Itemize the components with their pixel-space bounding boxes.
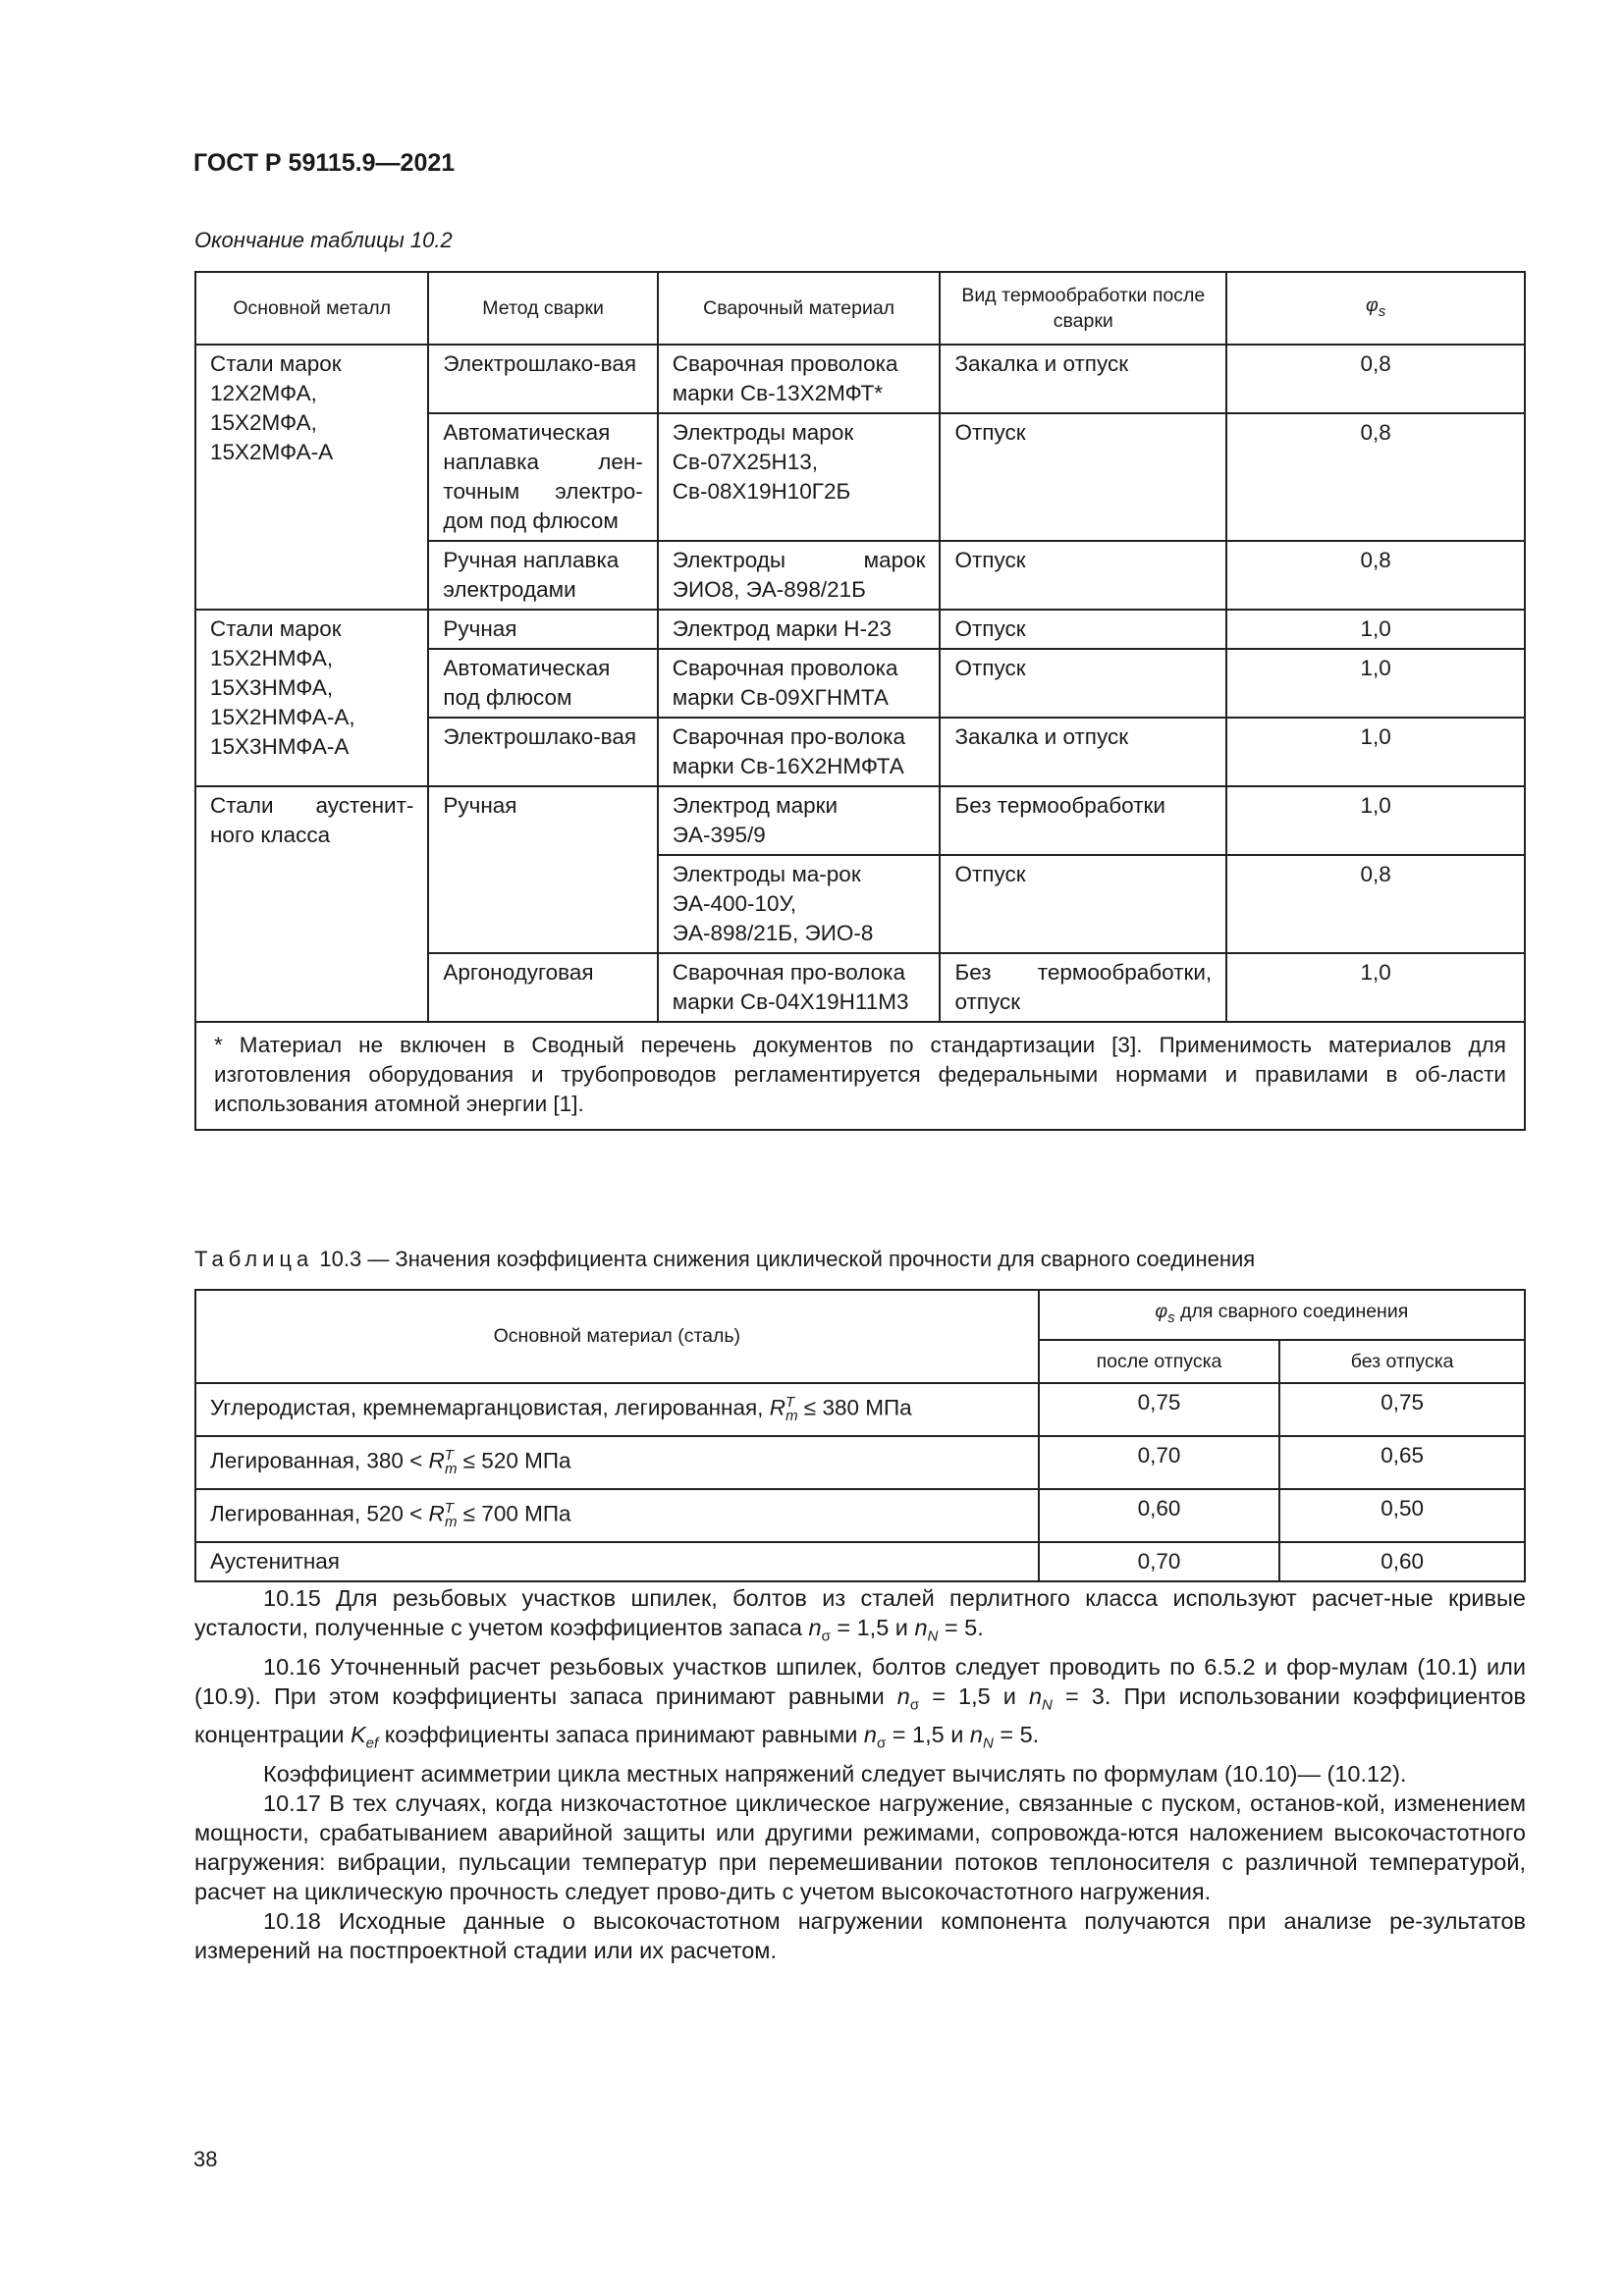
- cell-without: 0,50: [1279, 1489, 1525, 1542]
- cell-material: Сварочная проволока марки Св-13Х2МФТ*: [658, 345, 941, 413]
- body-text: [194, 1583, 1526, 1965]
- cell-treatment: Отпуск: [940, 541, 1226, 610]
- cell-metal: Стали марок 15Х2НМФА, 15Х3НМФА, 15Х2НМФА-А, 15Х3НМФА-А: [195, 610, 428, 786]
- cell-without: 0,75: [1279, 1383, 1525, 1436]
- cell-phi: 1,0: [1226, 649, 1525, 718]
- cell-material: Аустенитная: [195, 1542, 1039, 1581]
- cell-phi: 1,0: [1226, 953, 1525, 1022]
- cell-treatment: Без термообработки, отпуск: [940, 953, 1226, 1022]
- cell-material: Электроды марок Св-07Х25Н13, Св-08Х19Н10Г2Б: [658, 413, 941, 541]
- cell-phi: 0,8: [1226, 345, 1525, 413]
- table-row: [195, 610, 1525, 649]
- table-10-2-caption: Окончание таблицы 10.2: [194, 228, 453, 252]
- page-number: 38: [193, 2147, 218, 2171]
- cell-metal: Стали аустенит-ного класса: [195, 786, 428, 1022]
- cell-treatment: Без термообработки: [940, 786, 1226, 855]
- table-header-row: [195, 272, 1525, 345]
- cell-phi: 0,8: [1226, 855, 1525, 953]
- table-row: [195, 345, 1525, 413]
- cell-method: Автоматическая наплавка лен-точным электро-дом под флюсом: [428, 413, 657, 541]
- table-header-row: [195, 1290, 1525, 1340]
- cell-material: Электроды марок ЭИО8, ЭА-898/21Б: [658, 541, 941, 610]
- table-caption-text: 10.3 — Значения коэффициента снижения циклической прочности для сварного соединения: [319, 1247, 1256, 1271]
- cell-phi: 0,8: [1226, 541, 1525, 610]
- col-header-after-tempering: после отпуска: [1039, 1340, 1280, 1383]
- cell-treatment: Отпуск: [940, 855, 1226, 953]
- col-header-material: Основной материал (сталь): [195, 1290, 1039, 1383]
- cell-metal: Стали марок 12Х2МФА, 15Х2МФА, 15Х2МФА-А: [195, 345, 428, 610]
- col-header-phi-group: $\varphi_s$ для сварного соединения: [1039, 1290, 1525, 1340]
- table-row: [195, 1436, 1525, 1489]
- cell-treatment: Отпуск: [940, 413, 1226, 541]
- cell-material: Электрод марки Н-23: [658, 610, 941, 649]
- cell-phi: 0,8: [1226, 413, 1525, 541]
- cell-material: Электрод марки ЭА-395/9: [658, 786, 941, 855]
- cell-after: 0,70: [1039, 1542, 1280, 1581]
- cell-phi: 1,0: [1226, 718, 1525, 786]
- table-row: [195, 1489, 1525, 1542]
- document-code: ГОСТ Р 59115.9—2021: [193, 149, 456, 177]
- cell-material: Сварочная про-волока марки Св-04Х19Н11М3: [658, 953, 941, 1022]
- paragraph-10-18: 10.18 Исходные данные о высокочастотном нагружении компонента получаются при анализе ре-зультатов измерений на постпроектной стадии или их расчетом.: [194, 1908, 1526, 1964]
- col-header-without-tempering: без отпуска: [1279, 1340, 1525, 1383]
- paragraph-10-15: 10.15 Для резьбовых участков шпилек, болтов из сталей перлитного класса используют расчет-ные кривые усталости, полученные с учетом коэффициентов запаса $n_\sigma = 1,5$ и $n_N = 5$.: [194, 1585, 1526, 1645]
- cell-method: Электрошлако-вая: [428, 718, 657, 786]
- cell-method: Автоматическая под флюсом: [428, 649, 657, 718]
- cell-treatment: Закалка и отпуск: [940, 718, 1226, 786]
- cell-material: Электроды ма-рок ЭА-400-10У, ЭА-898/21Б, ЭИО-8: [658, 855, 941, 953]
- cell-method: Аргонодуговая: [428, 953, 657, 1022]
- cell-material: Сварочная проволока марки Св-09ХГНМТА: [658, 649, 941, 718]
- cell-treatment: Закалка и отпуск: [940, 345, 1226, 413]
- paragraph-10-17: 10.17 В тех случаях, когда низкочастотное циклическое нагружение, связанные с пуском, останов-кой, изменением мощности, срабатыванием аварийной защиты или другими режимами, сопровожда-ются наложением высокочастотного нагружения: вибрации, пульсации температур при перемешивании потоков теплоносителя с различной температурой, расчет на циклическую прочность следует прово-дить с учетом высокочастотного нагружения.: [194, 1790, 1526, 1905]
- col-header-heat-treatment: Вид термообработки после сварки: [940, 272, 1226, 345]
- table-row: [195, 1542, 1525, 1581]
- table-10-2: [194, 271, 1526, 1131]
- paragraph-asymmetry: Коэффициент асимметрии цикла местных напряжений следует вычислять по формулам (10.10)— (10.12).: [263, 1761, 1407, 1788]
- cell-material: Легированная, $520 < R^T_m \le 700$ МПа: [195, 1489, 1039, 1542]
- cell-material: Сварочная про-волока марки Св-16Х2НМФТА: [658, 718, 941, 786]
- col-header-welding-method: Метод сварки: [428, 272, 657, 345]
- table-row: [195, 1383, 1525, 1436]
- paragraph-10-16: 10.16 Уточненный расчет резьбовых участков шпилек, болтов следует проводить по 6.5.2 и фор-мулам (10.1) или (10.9). При этом коэффициенты запаса принимают равными $n_\sigma = 1,5$ и $n_N = 3$. При использовании коэффициентов концентрации $K_{ef}$ коэффициенты запаса принимают равными $n_\sigma = 1,5$ и $n_N = 5$.: [194, 1653, 1526, 1753]
- table-footnote: * Материал не включен в Сводный перечень документов по стандартизации [3]. Применимость материалов для изготовления оборудования и трубопроводов регламентируется федеральными нормами и правилами в об-ласти использования атомной энергии [1].: [195, 1022, 1525, 1130]
- cell-method: Электрошлако-вая: [428, 345, 657, 413]
- table-row: [195, 786, 1525, 855]
- table-10-3-caption: [194, 1247, 1255, 1272]
- cell-phi: 1,0: [1226, 610, 1525, 649]
- table-caption-word: Таблица: [194, 1247, 314, 1271]
- cell-method: Ручная: [428, 610, 657, 649]
- cell-treatment: Отпуск: [940, 649, 1226, 718]
- cell-treatment: Отпуск: [940, 610, 1226, 649]
- cell-without: 0,65: [1279, 1436, 1525, 1489]
- cell-after: 0,60: [1039, 1489, 1280, 1542]
- cell-method: Ручная: [428, 786, 657, 953]
- col-header-base-metal: Основной металл: [195, 272, 428, 345]
- cell-phi: 1,0: [1226, 786, 1525, 855]
- table-footnote-row: [195, 1022, 1525, 1130]
- cell-method: Ручная наплавка электродами: [428, 541, 657, 610]
- table-10-3: [194, 1289, 1526, 1582]
- cell-without: 0,60: [1279, 1542, 1525, 1581]
- cell-after: 0,75: [1039, 1383, 1280, 1436]
- cell-material: Легированная, $380 < R^T_m \le 520$ МПа: [195, 1436, 1039, 1489]
- cell-material: Углеродистая, кремнемарганцовистая, легированная, $R^T_m \le 380$ МПа: [195, 1383, 1039, 1436]
- col-header-welding-material: Сварочный материал: [658, 272, 941, 345]
- cell-after: 0,70: [1039, 1436, 1280, 1489]
- col-header-phi: $\varphi_s$: [1226, 272, 1525, 345]
